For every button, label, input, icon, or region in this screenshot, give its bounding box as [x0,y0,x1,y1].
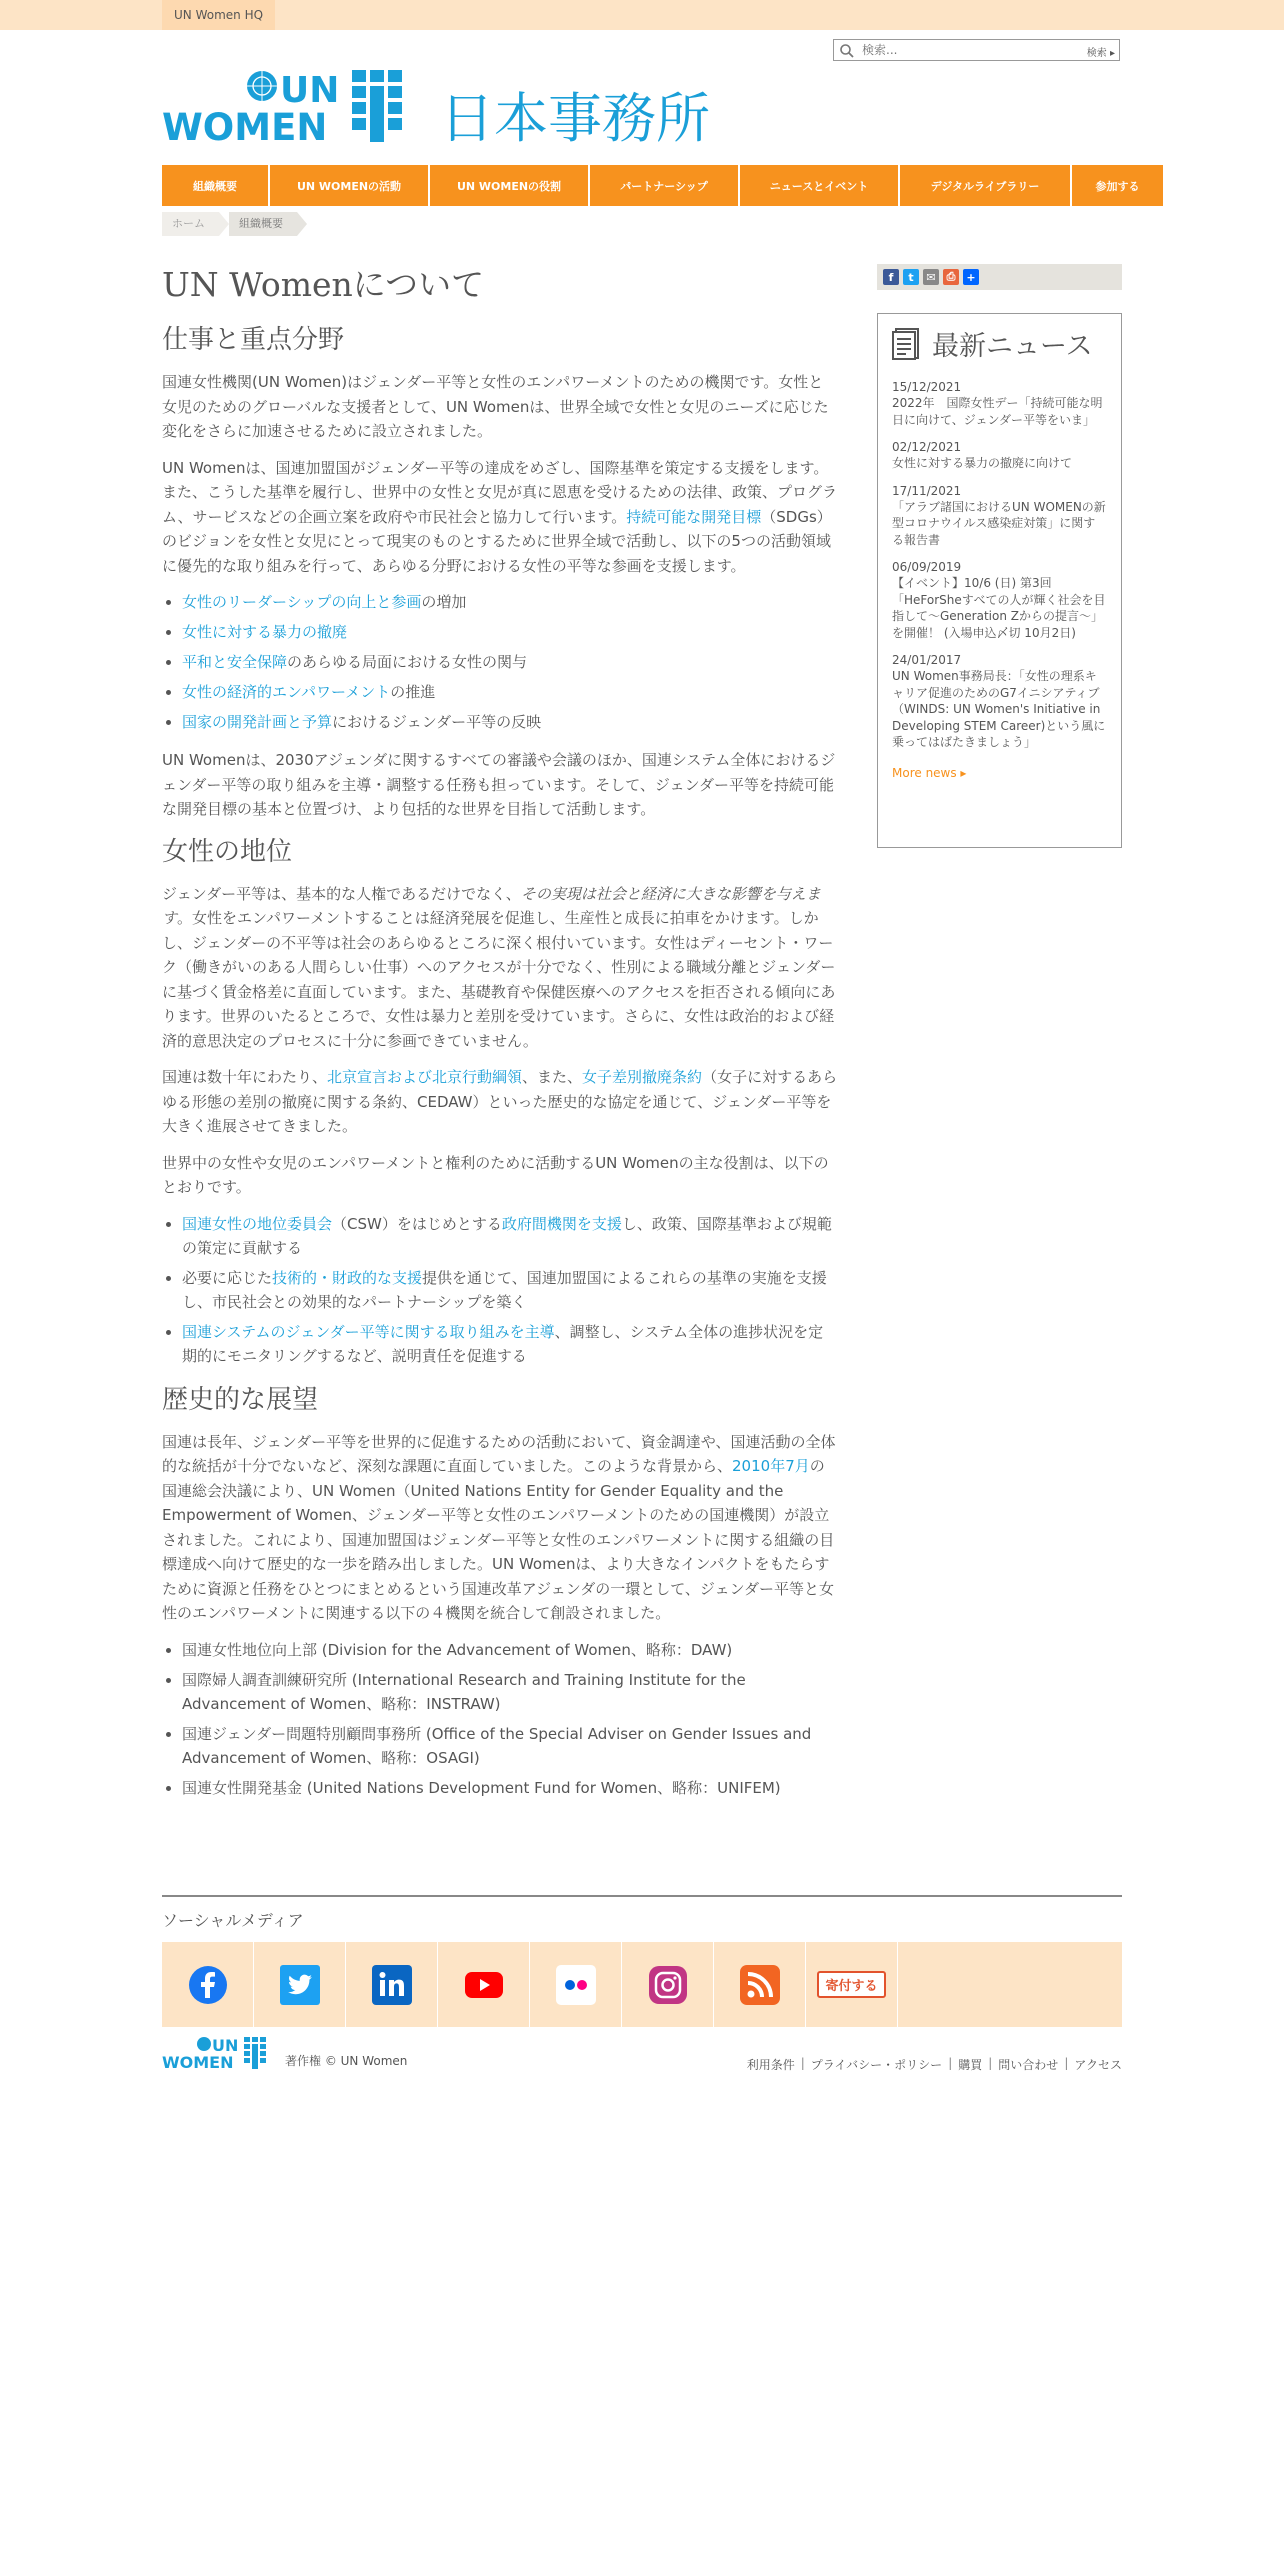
nav-item-digital-library[interactable]: デジタルライブラリー [900,165,1072,206]
share-bar [877,264,1122,290]
list-item: • 国連女性地位向上部 (Division for the Advancement of Women、略称：DAW) [182,1638,838,1662]
main-content [162,262,838,1814]
list-item: • 国連女性開発基金 (United Nations Development Fund for Women、略称：UNIFEM) [182,1776,838,1800]
paragraph: UN Womenは、2030アジェンダに関するすべての審議や会議のほか、国連システム全体におけるジェンダー平等の取り組みを主導・調整する任務も担っています。そして、ジェンダー平等を持続可能な開発目標の基本と位置づけ、より包括的な世界を目指して活動します。 [162,751,836,818]
roles-list [182,1212,838,1368]
facebook-icon[interactable] [162,1942,254,2027]
list-item: • 平和と安全保障のあらゆる局面における女性の関与 [182,650,838,674]
facebook-share-icon[interactable]: f [883,269,899,285]
social-media-bar [162,1942,1122,2027]
economic-empowerment-link[interactable]: 女性の経済的エンパワーメント [182,683,391,701]
paragraph: ジェンダー平等は、基本的な人権であるだけでなく、その実現は社会と経済に大きな影響を与えます。女性をエンパワーメントすることは経済発展を促進し、生産性と成長に拍車をかけます。しかし、ジェンダーの不平等は社会のあらゆるところに深く根付いています。女性はディーセント・ワーク（働きがいのある人間らしい仕事）へのアクセスが十分でなく、性別による職域分離とジェンダーに基づく賃金格差に直面しています。また、基礎教育や保健医療へのアクセスを拒否される傾向にあります。世界のいたるところで、女性は暴力と差別を受けています。さらに、女性は政治的および経済的意思決定のプロセスに十分に参画できていません。 [162,884,836,1050]
intergovernmental-support-link[interactable]: 政府間機関を支援 [501,1214,622,1233]
search-input[interactable] [862,42,1072,58]
rss-icon[interactable] [714,1942,806,2027]
nav-item-activities[interactable]: UN WOMENの活動 [270,165,430,206]
twitter-icon[interactable] [254,1942,346,2027]
list-item: • 国家の開発計画と予算におけるジェンダー平等の反映 [182,710,838,734]
svg-text:UN: UN [212,2036,239,2055]
news-item[interactable]: 02/12/2021 女性に対する暴力の撤廃に向けて [892,440,1073,470]
paragraph: 世界中の女性や女児のエンパワーメントと権利のために活動するUN Womenの主な役割は、以下のとおりです。 [162,1153,829,1196]
focus-areas-list [182,590,838,734]
nav-item-partnership[interactable]: パートナーシップ [590,165,740,206]
svg-text:WOMEN: WOMEN [162,2053,234,2070]
more-news-link[interactable]: More news ▸ [892,765,967,780]
list-item: • 国連女性の地位委員会（CSW）をはじめとする政府間機関を支援し、政策、国際基準および規範の策定に貢献する [182,1212,838,1260]
news-item[interactable]: 17/11/2021 「アラブ諸国におけるUN WOMENの新型コロナウイルス感染症対策」に関する報告書 [892,483,1106,547]
social-media-title: ソーシャルメディア [162,1911,304,1930]
sdgs-link[interactable]: 持続可能な開発目標 [626,507,762,526]
un-women-hq-link[interactable]: UN Women HQ [162,0,275,30]
violence-link[interactable]: 女性に対する暴力の撤廃 [182,623,348,641]
breadcrumb [162,212,307,236]
linkedin-icon[interactable] [346,1942,438,2027]
search-box [833,39,1120,61]
list-item [182,620,838,644]
un-coordination-link[interactable]: 国連システムのジェンダー平等に関する取り組みを主導 [182,1322,555,1341]
news-box-title: 最新ニュース [932,331,1093,362]
footer-divider [162,1895,1122,1897]
search-button[interactable]: 検索 ▸ [1087,44,1115,59]
section-heading-work: 仕事と重点分野 [162,325,345,355]
leadership-link[interactable]: 女性のリーダーシップの向上と参画 [182,593,422,611]
contact-link[interactable]: 問い合わせ [998,2058,1059,2072]
access-link[interactable]: アクセス [1074,2058,1122,2072]
svg-text:UN: UN [280,70,340,111]
procurement-link[interactable]: 購買 [958,2058,983,2072]
paragraph: UN Womenは、国連加盟国がジェンダー平等の達成をめざし、国際基準を策定する支援をします。また、こうした基準を履行し、世界中の女性と女児が真に恩恵を受けるための法律、政策、プログラム、サービスなどの企画立案を政府や市民社会と協力して行います。持続可能な開発目標（SDGs）のビジョンを女性と女児にとって現実のものとするために世界全域で活動し、以下の5つの活動領域に優先的な取り組みを行って、あらゆる分野における女性の平等な参画を支援します。 [162,458,838,575]
paragraph: 国連は長年、ジェンダー平等を世界的に促進するための活動において、資金調達や、国連活動の全体的な統括が十分でないなど、深刻な課題に直面していました。このような背景から、2010年7月の国連総会決議により、UN Women（United Nations Entity for Gender Equality and the Empowerment of Women、ジェンダー平等と女性のエンパワーメントのための国連機関）が設立されました。これにより、国連加盟国はジェンダー平等と女性のエンパワーメントに関する組織の目標達成へ向けて歴史的な一歩を踏み出しました。UN Womenは、より大きなインパクトをもたらすために資源と任務をひとつにまとめるという国連改革アジェンダの一環として、ジェンダー平等と女性のエンパワーメントに関連する以下の４機関を統合して創設されました。 [162,1432,836,1622]
list-item: • 国連システムのジェンダー平等に関する取り組みを主導、調整し、システム全体の進捗状況を定期的にモニタリングするなど、説明責任を促進する [182,1320,838,1368]
news-item[interactable]: 06/09/2019 【イベント】10/6 (日) 第3回「HeForSheすべての人が輝く社会を目指して～Generation Zからの提言～」を開催！ (入場申込〆切 10月2日) [892,560,1106,640]
paragraph: 国連女性機関(UN Women)はジェンダー平等と女性のエンパワーメントのための機関です。女性と女児のためのグローバルな支援者として、UN Womenは、世界全域で女性と女児のニーズに応じた変化をさらに加速させるために設立されました。 [162,373,829,440]
svg-text:WOMEN: WOMEN [162,106,328,144]
merged-agencies-list [182,1638,838,1800]
nav-item-about[interactable]: 組織概要 [162,165,270,206]
nav-item-join[interactable]: 参加する [1072,165,1163,206]
list-item: • 必要に応じた技術的・財政的な支援提供を通じて、国連加盟国によるこれらの基準の実施を支援し、市民社会との効果的なパートナーシップを築く [182,1266,838,1314]
footer-links: 利用条件 | プライバシー・ポリシー | 購買 | 問い合わせ | アクセス [746,2056,1122,2072]
flickr-icon[interactable] [530,1942,622,2027]
terms-link[interactable]: 利用条件 [746,2058,795,2072]
twitter-share-icon[interactable]: t [903,269,919,285]
search-icon [839,43,855,59]
csw-link[interactable]: 国連女性の地位委員会 [182,1214,333,1233]
copyright: 著作権 © UN Women [285,2054,408,2068]
document-icon [892,328,920,360]
july-2010-link[interactable]: 2010年7月 [732,1457,810,1475]
nav-item-news-events[interactable]: ニュースとイベント [740,165,900,206]
section-heading-status: 女性の地位 [162,836,293,867]
page-title: UN Womenについて [162,265,485,304]
peace-security-link[interactable]: 平和と安全保障 [182,653,288,671]
top-bar [0,0,1284,30]
paragraph: 国連は数十年にわたり、北京宣言および北京行動綱領、また、女子差別撤廃条約（女子に対するあらゆる形態の差別の撤廃に関する条約、CEDAW）といった歴史的な協定を通じて、ジェンダー平等を大きく進展させてきました。 [162,1068,838,1135]
youtube-icon[interactable] [438,1942,530,2027]
donate-button[interactable]: 寄付する [817,1971,885,1998]
more-share-icon[interactable]: + [963,269,979,285]
privacy-link[interactable]: プライバシー・ポリシー [810,2058,943,2072]
un-women-logo[interactable] [162,68,412,144]
list-item: • 国連ジェンダー問題特別顧問事務所 (Office of the Special Adviser on Gender Issues and Advancement of Women、略称：OSAGI) [182,1722,838,1770]
list-item: • 女性のリーダーシップの向上と参画の増加 [182,590,838,614]
nav-item-roles[interactable]: UN WOMENの役割 [430,165,590,206]
cedaw-link[interactable]: 女子差別撤廃条約 [582,1068,703,1086]
technical-financial-support-link[interactable]: 技術的・財政的な支援 [272,1268,423,1287]
donate-cell [806,1942,898,2027]
breadcrumb-current: 組織概要 [229,212,297,236]
latest-news-box [877,313,1122,848]
print-share-icon[interactable]: ⎙ [943,269,959,285]
section-heading-history: 歴史的な展望 [162,1384,319,1415]
breadcrumb-home[interactable]: ホーム [162,212,219,236]
list-item: • 女性の経済的エンパワーメントの推進 [182,680,838,704]
instagram-icon[interactable] [622,1942,714,2027]
office-title: 日本事務所 [440,87,710,150]
footer-logo[interactable] [162,2036,272,2070]
national-planning-link[interactable]: 国家の開発計画と予算 [182,713,333,731]
email-share-icon[interactable]: ✉ [923,269,939,285]
news-item[interactable]: 15/12/2021 2022年 国際女性デー「持続可能な明日に向けて、ジェンダー平等をいま」 [892,380,1103,427]
main-nav [162,165,1163,206]
list-item: • 国際婦人調査訓練研究所 (International Research and Training Institute for the Advancement of Women、略称：INSTRAW) [182,1668,838,1716]
beijing-declaration-link[interactable]: 北京宣言および北京行動綱領 [327,1068,523,1086]
news-item[interactable]: 24/01/2017 UN Women事務局長：「女性の理系キャリア促進のためのG7イニシアティブ（WINDS: UN Women's Initiative in Developing STEM Career)という風に乗ってはばたきましょう」 [892,653,1106,749]
